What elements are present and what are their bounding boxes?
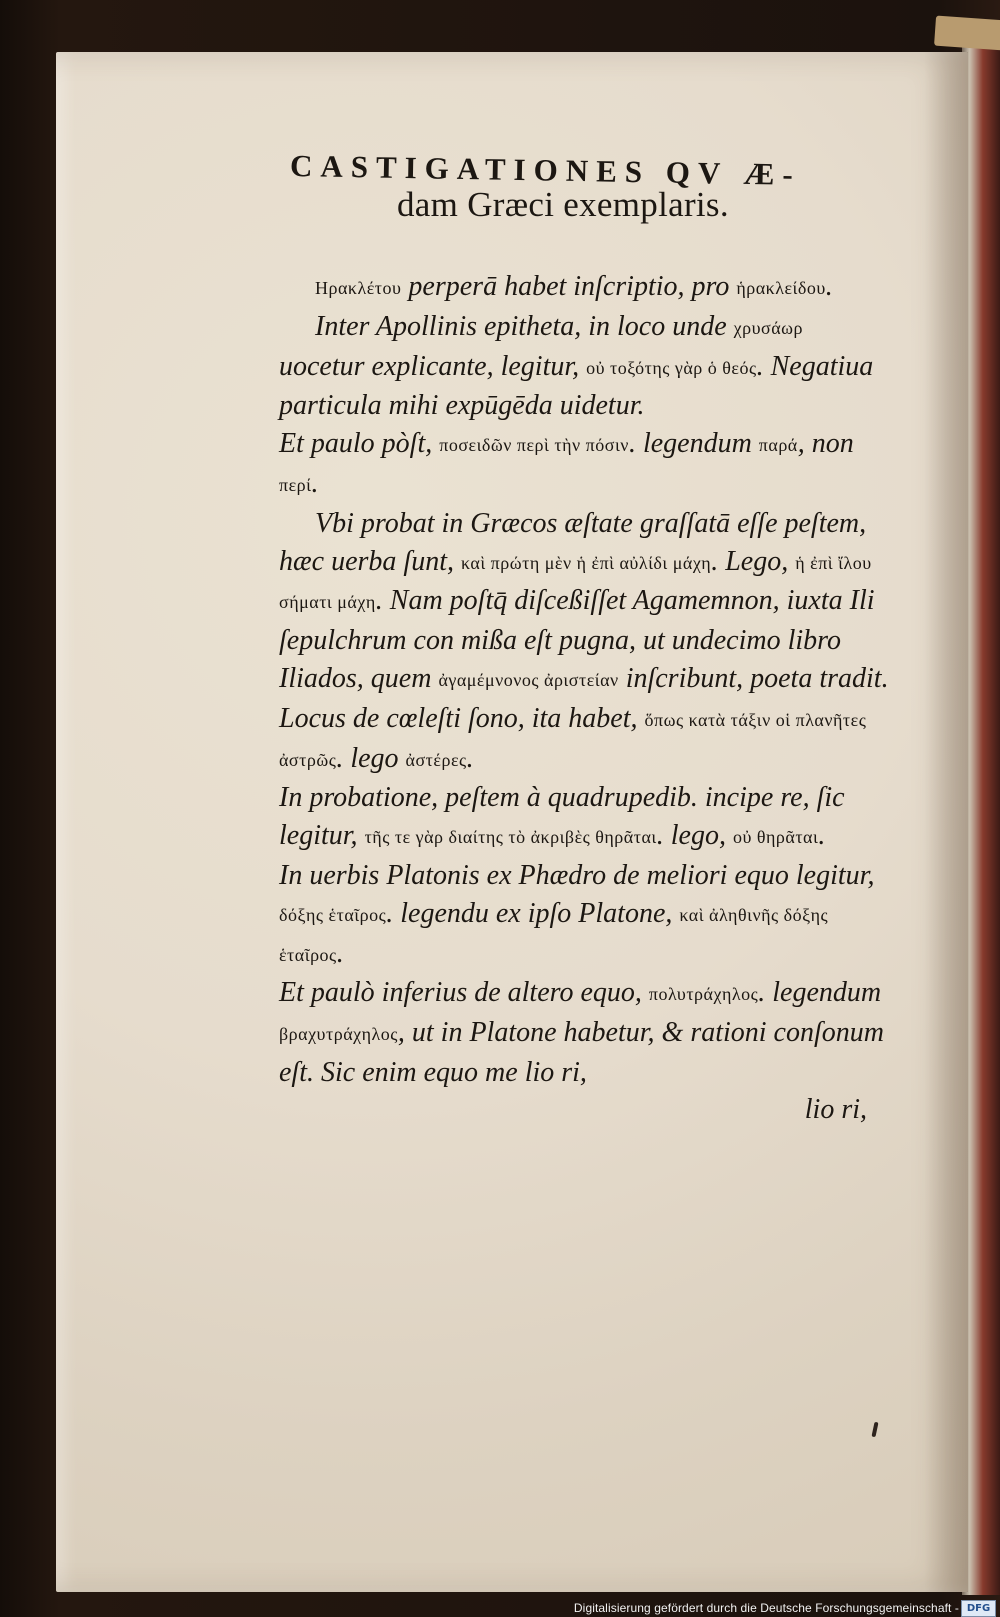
paragraph-5-text-a: Locus de cœleſti ſono, ita habet, (279, 702, 645, 734)
paragraph-8 (279, 974, 889, 1091)
body-paragraphs (279, 268, 889, 1128)
paragraph-1-text: perperā habet inſcriptio, pro (401, 271, 737, 302)
paragraph-7-end: . (336, 937, 344, 969)
greek-alethines: καὶ ἀληθινῆς δόξης ἑταῖρος (279, 904, 829, 965)
greek-inscription-correct: ἡρακλείδου (736, 278, 826, 298)
page-title-line-2: dam Græci exemplaris. (397, 185, 729, 224)
paragraph-6-text-b: . lego, (656, 820, 733, 852)
paragraph-3-text-a: Et paulo pòſt, (279, 428, 440, 460)
paragraph-5 (279, 700, 889, 780)
greek-aulidi: καὶ πρώτη μὲν ἡ ἐπὶ αὐλίδι μάχη (461, 552, 712, 573)
paragraph-2-text-b: uocetur explicante, legitur, (279, 350, 587, 382)
paragraph-3-text-b: . legendum (628, 428, 759, 460)
greek-para: παρά (758, 435, 798, 456)
page-tab (934, 16, 1000, 51)
greek-diaites: τῆς τε γὰρ διαίτης τὸ ἀκριβὲς θηρᾶται (364, 827, 657, 848)
dfg-logo: DFG (961, 1600, 996, 1617)
page-title-line-1: CASTIGATIONES QV Æ- (289, 148, 802, 192)
paragraph-7-text-b: . legendu ex ipſo Platone, (386, 897, 680, 929)
paragraph-2 (279, 308, 889, 425)
paragraph-8-text-c: , ut in Platone habetur, & rationi conſonum eſt. Sic enim equo me lio ri, (279, 1017, 884, 1088)
paragraph-3-end: . (311, 467, 319, 499)
document-text (279, 150, 889, 1128)
paragraph-4-text-b: . Lego, (711, 545, 796, 577)
greek-poseidon: ποσειδῶν περὶ τὴν πόσιν (439, 435, 629, 456)
paragraph-8-text-b: . legendum (758, 977, 882, 1009)
paragraph-8-text-a: Et paulò inferius de altero equo, (279, 977, 649, 1009)
paragraph-5-end: . (466, 742, 474, 774)
greek-chrysaor: χρυσάωρ (733, 317, 804, 338)
paragraph-4-text-c: . Nam poſtq̄ diſceßiſſet Agamemnon, iuxta Ili ſepulchrum con mißa eſt pugna, ut undecimo libro Iliados, quem (279, 585, 875, 694)
paragraph-1-end: . (825, 271, 833, 302)
paragraph-7 (279, 857, 889, 974)
paragraph-4 (279, 505, 889, 700)
catchword: lio ri, (804, 1093, 867, 1125)
paragraph-2-text-a: Inter Apollinis epitheta, in loco unde (315, 310, 734, 342)
digitization-credit: Digitalisierung gefördert durch die Deutsche Forschungsgemeinschaft - (573, 1601, 959, 1615)
greek-theratai: οὐ θηρᾶται (732, 827, 819, 848)
paragraph-5-text-b: . lego (336, 742, 406, 774)
paragraph-3-text-c: , non (797, 428, 854, 460)
paragraph-4-text-a: Vbi probat in Græcos æſtate graſſatā eſſe peſtem, hæc uerba ſunt, (279, 507, 867, 577)
greek-ilou: ἡ ἐπὶ ἴλου σήματι μάχη (279, 552, 872, 613)
paragraph-7-text-a: In uerbis Platonis ex Phædro de meliori equo legitur, (279, 859, 875, 891)
greek-doxes: δόξης ἑταῖρος (279, 904, 387, 925)
paragraph-6 (279, 779, 889, 857)
paragraph-4-text-d: inſcribunt, poeta tradit. (618, 662, 889, 694)
greek-peri: περί (279, 474, 312, 495)
greek-planetes: ὅπως κατὰ τάξιν οἱ πλανῆτες ἀστρῶς (279, 709, 867, 770)
greek-polytrachelos: πολυτράχηλος (648, 984, 759, 1005)
greek-agamemnon: ἀγαμέμνονος ἀριστείαν (438, 669, 619, 690)
greek-toxotes: οὐ τοξότης γὰρ ὁ θεός (586, 357, 757, 378)
greek-asteres: ἀστέρες (405, 749, 467, 770)
paragraph-2-text-c: . Negatiua particula mihi expūgēda uidetur. (279, 350, 874, 422)
paragraph-6-text-a: In probatione, peſtem à quadrupedib. incipe re, ſic legitur, (279, 782, 845, 852)
paragraph-6-end: . (818, 820, 826, 852)
paragraph-3 (279, 425, 889, 505)
greek-brachytrachelos: βραχυτράχηλος (279, 1024, 398, 1045)
greek-inscription-wrong: Ηρακλέτου (315, 278, 402, 298)
paragraph-1 (279, 268, 889, 308)
